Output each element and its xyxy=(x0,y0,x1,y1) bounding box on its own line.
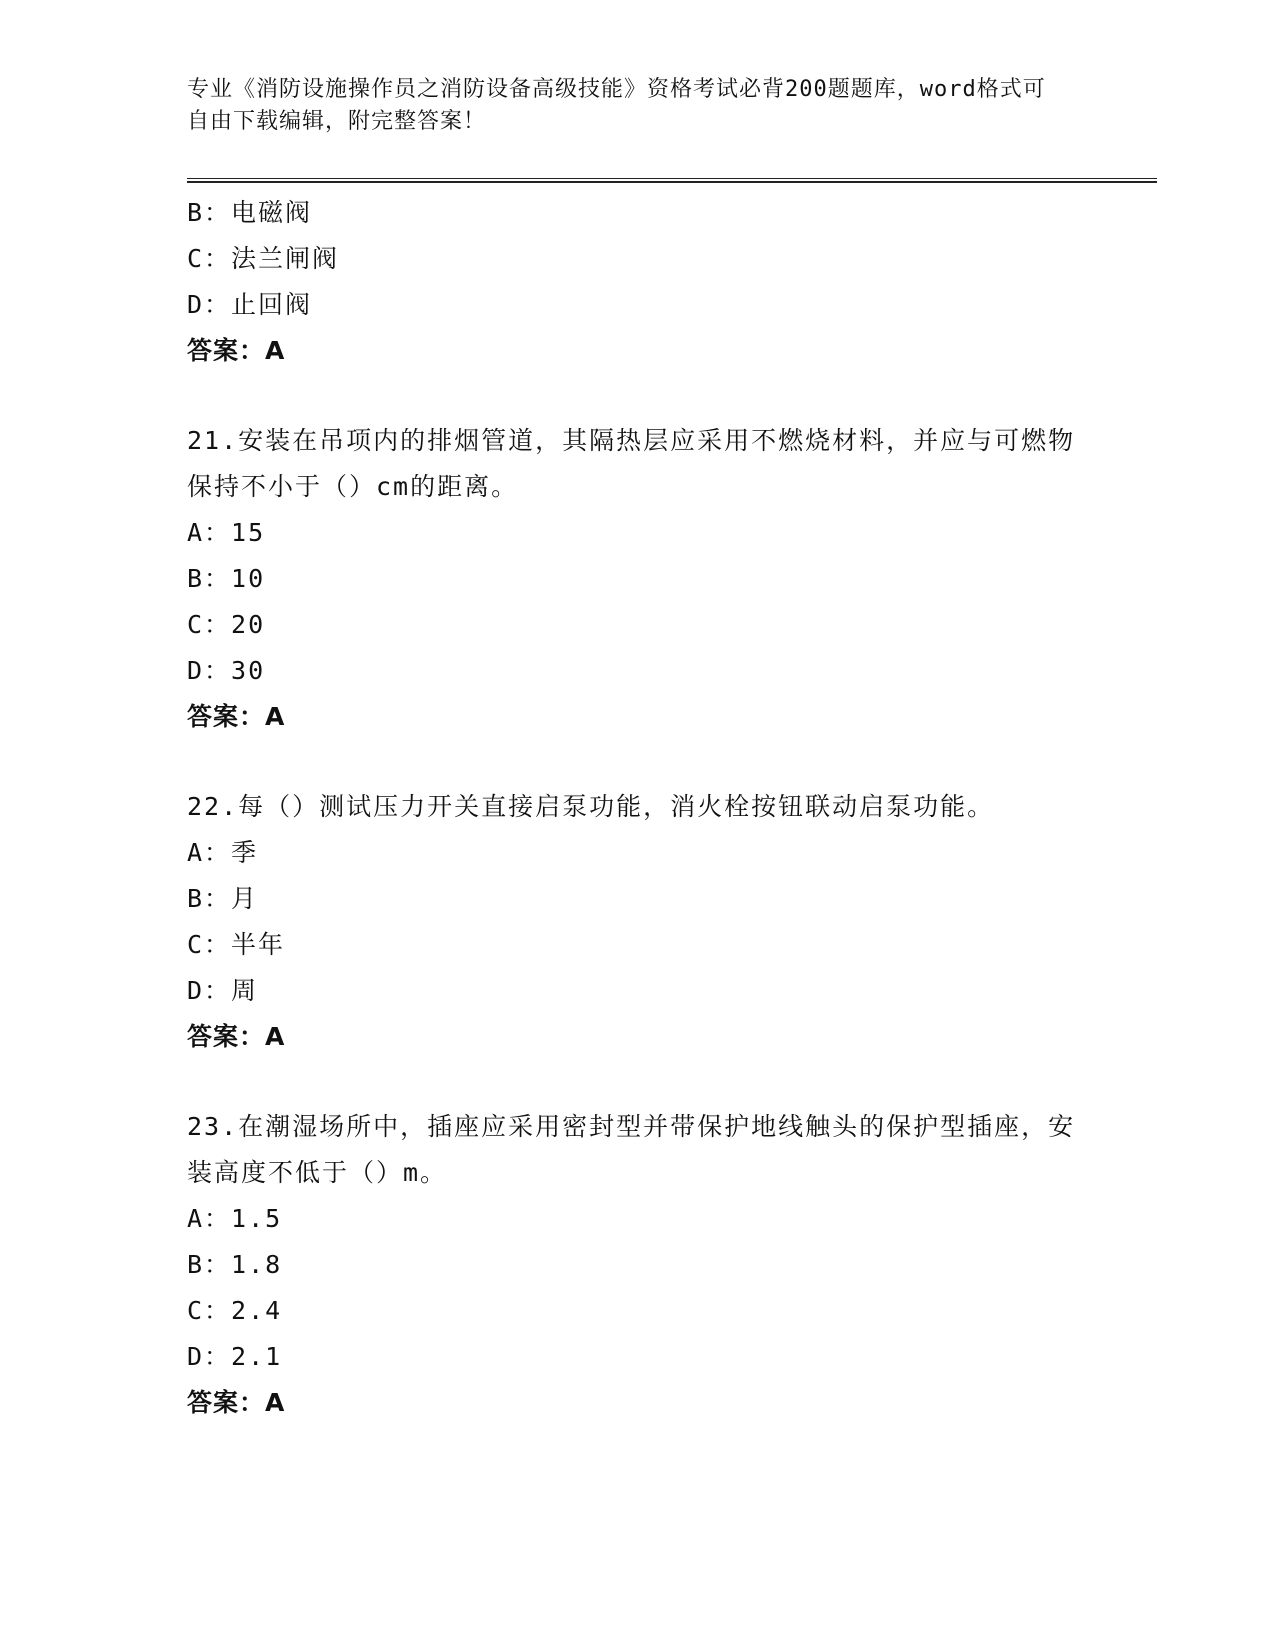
spacer xyxy=(187,740,1087,784)
option-c: C：半年 xyxy=(187,930,286,959)
option-c: C：2.4 xyxy=(187,1296,283,1325)
option-b: B：10 xyxy=(187,564,266,593)
answer: 答案：A xyxy=(187,1022,286,1051)
question-stem: 23.在潮湿场所中，插座应采用密封型并带保护地线触头的保护型插座，安装高度不低于（）m。 xyxy=(187,1112,1076,1187)
option-c: C：20 xyxy=(187,610,266,639)
question-stem: 22.每（）测试压力开关直接启泵功能，消火栓按钮联动启泵功能。 xyxy=(187,792,995,821)
question-22 xyxy=(187,784,1087,1060)
option-a: A：季 xyxy=(187,838,259,867)
option-b: B：月 xyxy=(187,884,259,913)
option-d: D：30 xyxy=(187,656,266,685)
option-d: D：2.1 xyxy=(187,1342,283,1371)
answer: 答案：A xyxy=(187,1388,286,1417)
spacer xyxy=(187,374,1087,418)
question-23 xyxy=(187,1104,1087,1426)
answer: 答案：A xyxy=(187,336,286,365)
option-a: A：15 xyxy=(187,518,266,547)
document-header: 专业《消防设施操作员之消防设备高级技能》资格考试必背200题题库，word格式可自由下载编辑，附完整答案！ xyxy=(187,77,1046,134)
header-divider xyxy=(187,178,1157,183)
question-stem: 21.安装在吊项内的排烟管道，其隔热层应采用不燃烧材料，并应与可燃物保持不小于（）cm的距离。 xyxy=(187,426,1076,501)
option-c: C：法兰闸阀 xyxy=(187,244,340,273)
question-partial xyxy=(187,190,1087,374)
question-list xyxy=(187,190,1087,1426)
option-b: B：电磁阀 xyxy=(187,198,313,227)
answer: 答案：A xyxy=(187,702,286,731)
option-d: D：止回阀 xyxy=(187,290,313,319)
option-a: A：1.5 xyxy=(187,1204,283,1233)
option-b: B：1.8 xyxy=(187,1250,283,1279)
option-d: D：周 xyxy=(187,976,259,1005)
spacer xyxy=(187,1060,1087,1104)
question-21 xyxy=(187,418,1087,740)
